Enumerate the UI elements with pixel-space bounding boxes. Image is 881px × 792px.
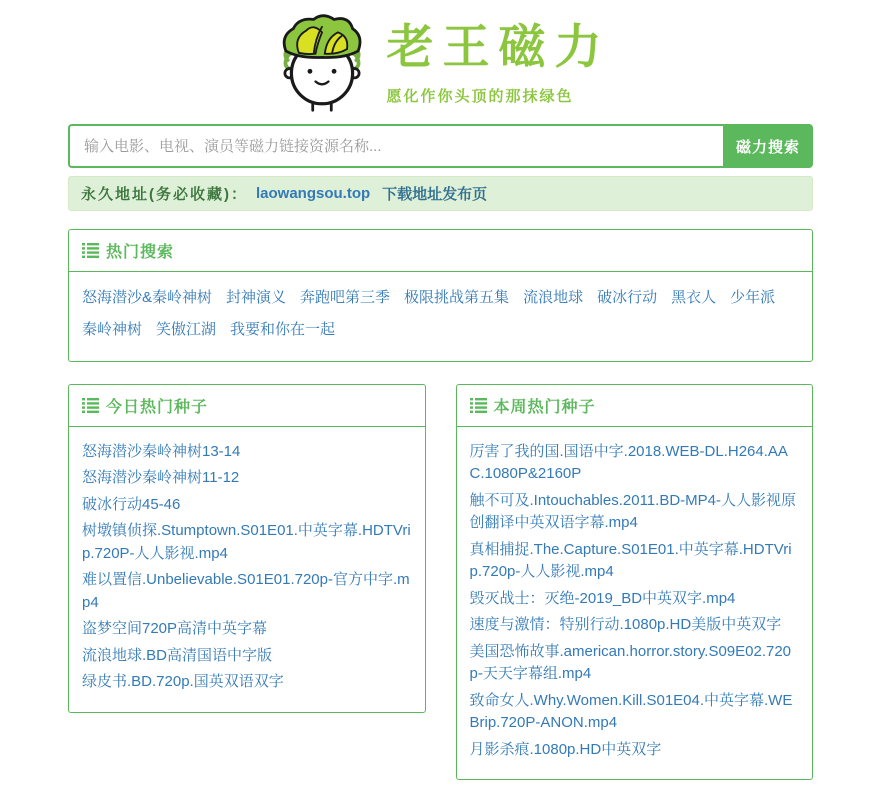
hot-search-keyword-link[interactable]: 怒海潜沙&秦岭神树 xyxy=(82,285,212,311)
site-tagline: 愿化作你头顶的那抹绿色 xyxy=(387,85,611,106)
list-icon xyxy=(82,243,99,258)
hot-search-title: 热门搜索 xyxy=(106,239,174,262)
torrent-link[interactable]: 绿皮书.BD.720p.国英双语双字 xyxy=(82,671,412,694)
logo-text-block xyxy=(387,20,611,105)
hot-torrent-columns xyxy=(68,384,813,792)
torrent-link[interactable]: 难以置信.Unbelievable.S01E01.720p-官方中字.mp4 xyxy=(82,569,412,614)
list-icon xyxy=(470,398,487,413)
list-icon xyxy=(82,398,99,413)
torrent-link[interactable]: 怒海潜沙秦岭神树11-12 xyxy=(82,467,412,490)
week-hot-title: 本周热门种子 xyxy=(494,394,596,417)
hot-search-header xyxy=(69,230,812,272)
torrent-link[interactable]: 树墩镇侦探.Stumptown.S01E01.中英字幕.HDTVrip.720P-人人影视.mp4 xyxy=(82,520,412,565)
torrent-link[interactable]: 月影杀痕.1080p.HD中英双字 xyxy=(470,739,800,762)
mascot-lettuce-head-icon xyxy=(271,12,373,114)
week-hot-list xyxy=(457,427,813,780)
hot-search-keyword-link[interactable]: 流浪地球 xyxy=(523,285,583,311)
torrent-link[interactable]: 流浪地球.BD高清国语中字版 xyxy=(82,645,412,668)
torrent-link[interactable]: 破冰行动45-46 xyxy=(82,494,412,517)
permanent-address-notice xyxy=(68,176,813,211)
torrent-link[interactable]: 美国恐怖故事.american.horror.story.S09E02.720p-天天字幕组.mp4 xyxy=(470,641,800,686)
torrent-link[interactable]: 厉害了我的国.国语中字.2018.WEB-DL.H264.AAC.1080P&2160P xyxy=(470,441,800,486)
torrent-link[interactable]: 致命女人.Why.Women.Kill.S01E04.中英字幕.WEBrip.720P-ANON.mp4 xyxy=(470,690,800,735)
hot-search-keyword-link[interactable]: 破冰行动 xyxy=(597,285,657,311)
hot-search-keyword-link[interactable]: 奔跑吧第三季 xyxy=(300,285,390,311)
today-hot-list xyxy=(69,427,425,712)
torrent-link[interactable]: 盗梦空间720P高清中英字幕 xyxy=(82,618,412,641)
search-input[interactable] xyxy=(68,124,723,168)
site-address-link[interactable]: laowangsou.top xyxy=(256,185,370,202)
hot-search-panel xyxy=(68,229,813,362)
download-address-page-link[interactable]: 下载地址发布页 xyxy=(382,183,487,204)
hot-search-keyword-link[interactable]: 笑傲江湖 xyxy=(156,317,216,343)
hot-search-keyword-link[interactable]: 秦岭神树 xyxy=(82,317,142,343)
today-hot-header xyxy=(69,385,425,427)
main-container xyxy=(68,0,813,792)
site-title: 老王磁力 xyxy=(387,20,611,74)
torrent-link[interactable]: 触不可及.Intouchables.2011.BD-MP4-人人影视原创翻译中英双语字幕.mp4 xyxy=(470,490,800,535)
hot-search-keyword-link[interactable]: 黑衣人 xyxy=(671,285,716,311)
week-hot-panel xyxy=(456,384,814,781)
search-button[interactable]: 磁力搜索 xyxy=(723,124,813,168)
today-hot-title: 今日热门种子 xyxy=(106,394,208,417)
torrent-link[interactable]: 毁灭战士：灭绝-2019_BD中英双字.mp4 xyxy=(470,588,800,611)
hot-search-keyword-link[interactable]: 极限挑战第五集 xyxy=(404,285,509,311)
hot-search-keyword-link[interactable]: 我要和你在一起 xyxy=(230,317,335,343)
hot-search-keyword-link[interactable]: 少年派 xyxy=(730,285,775,311)
today-hot-panel xyxy=(68,384,426,713)
search-bar xyxy=(68,124,813,168)
hot-search-keywords xyxy=(69,272,812,361)
hot-search-keyword-link[interactable]: 封神演义 xyxy=(226,285,286,311)
week-hot-header xyxy=(457,385,813,427)
torrent-link[interactable]: 真相捕捉.The.Capture.S01E01.中英字幕.HDTVrip.720p-人人影视.mp4 xyxy=(470,539,800,584)
torrent-link[interactable]: 速度与激情：特别行动.1080p.HD美版中英双字 xyxy=(470,614,800,637)
permanent-address-label: 永久地址(务必收藏)： xyxy=(81,183,248,204)
site-logo[interactable] xyxy=(68,8,813,124)
torrent-link[interactable]: 怒海潜沙秦岭神树13-14 xyxy=(82,441,412,464)
